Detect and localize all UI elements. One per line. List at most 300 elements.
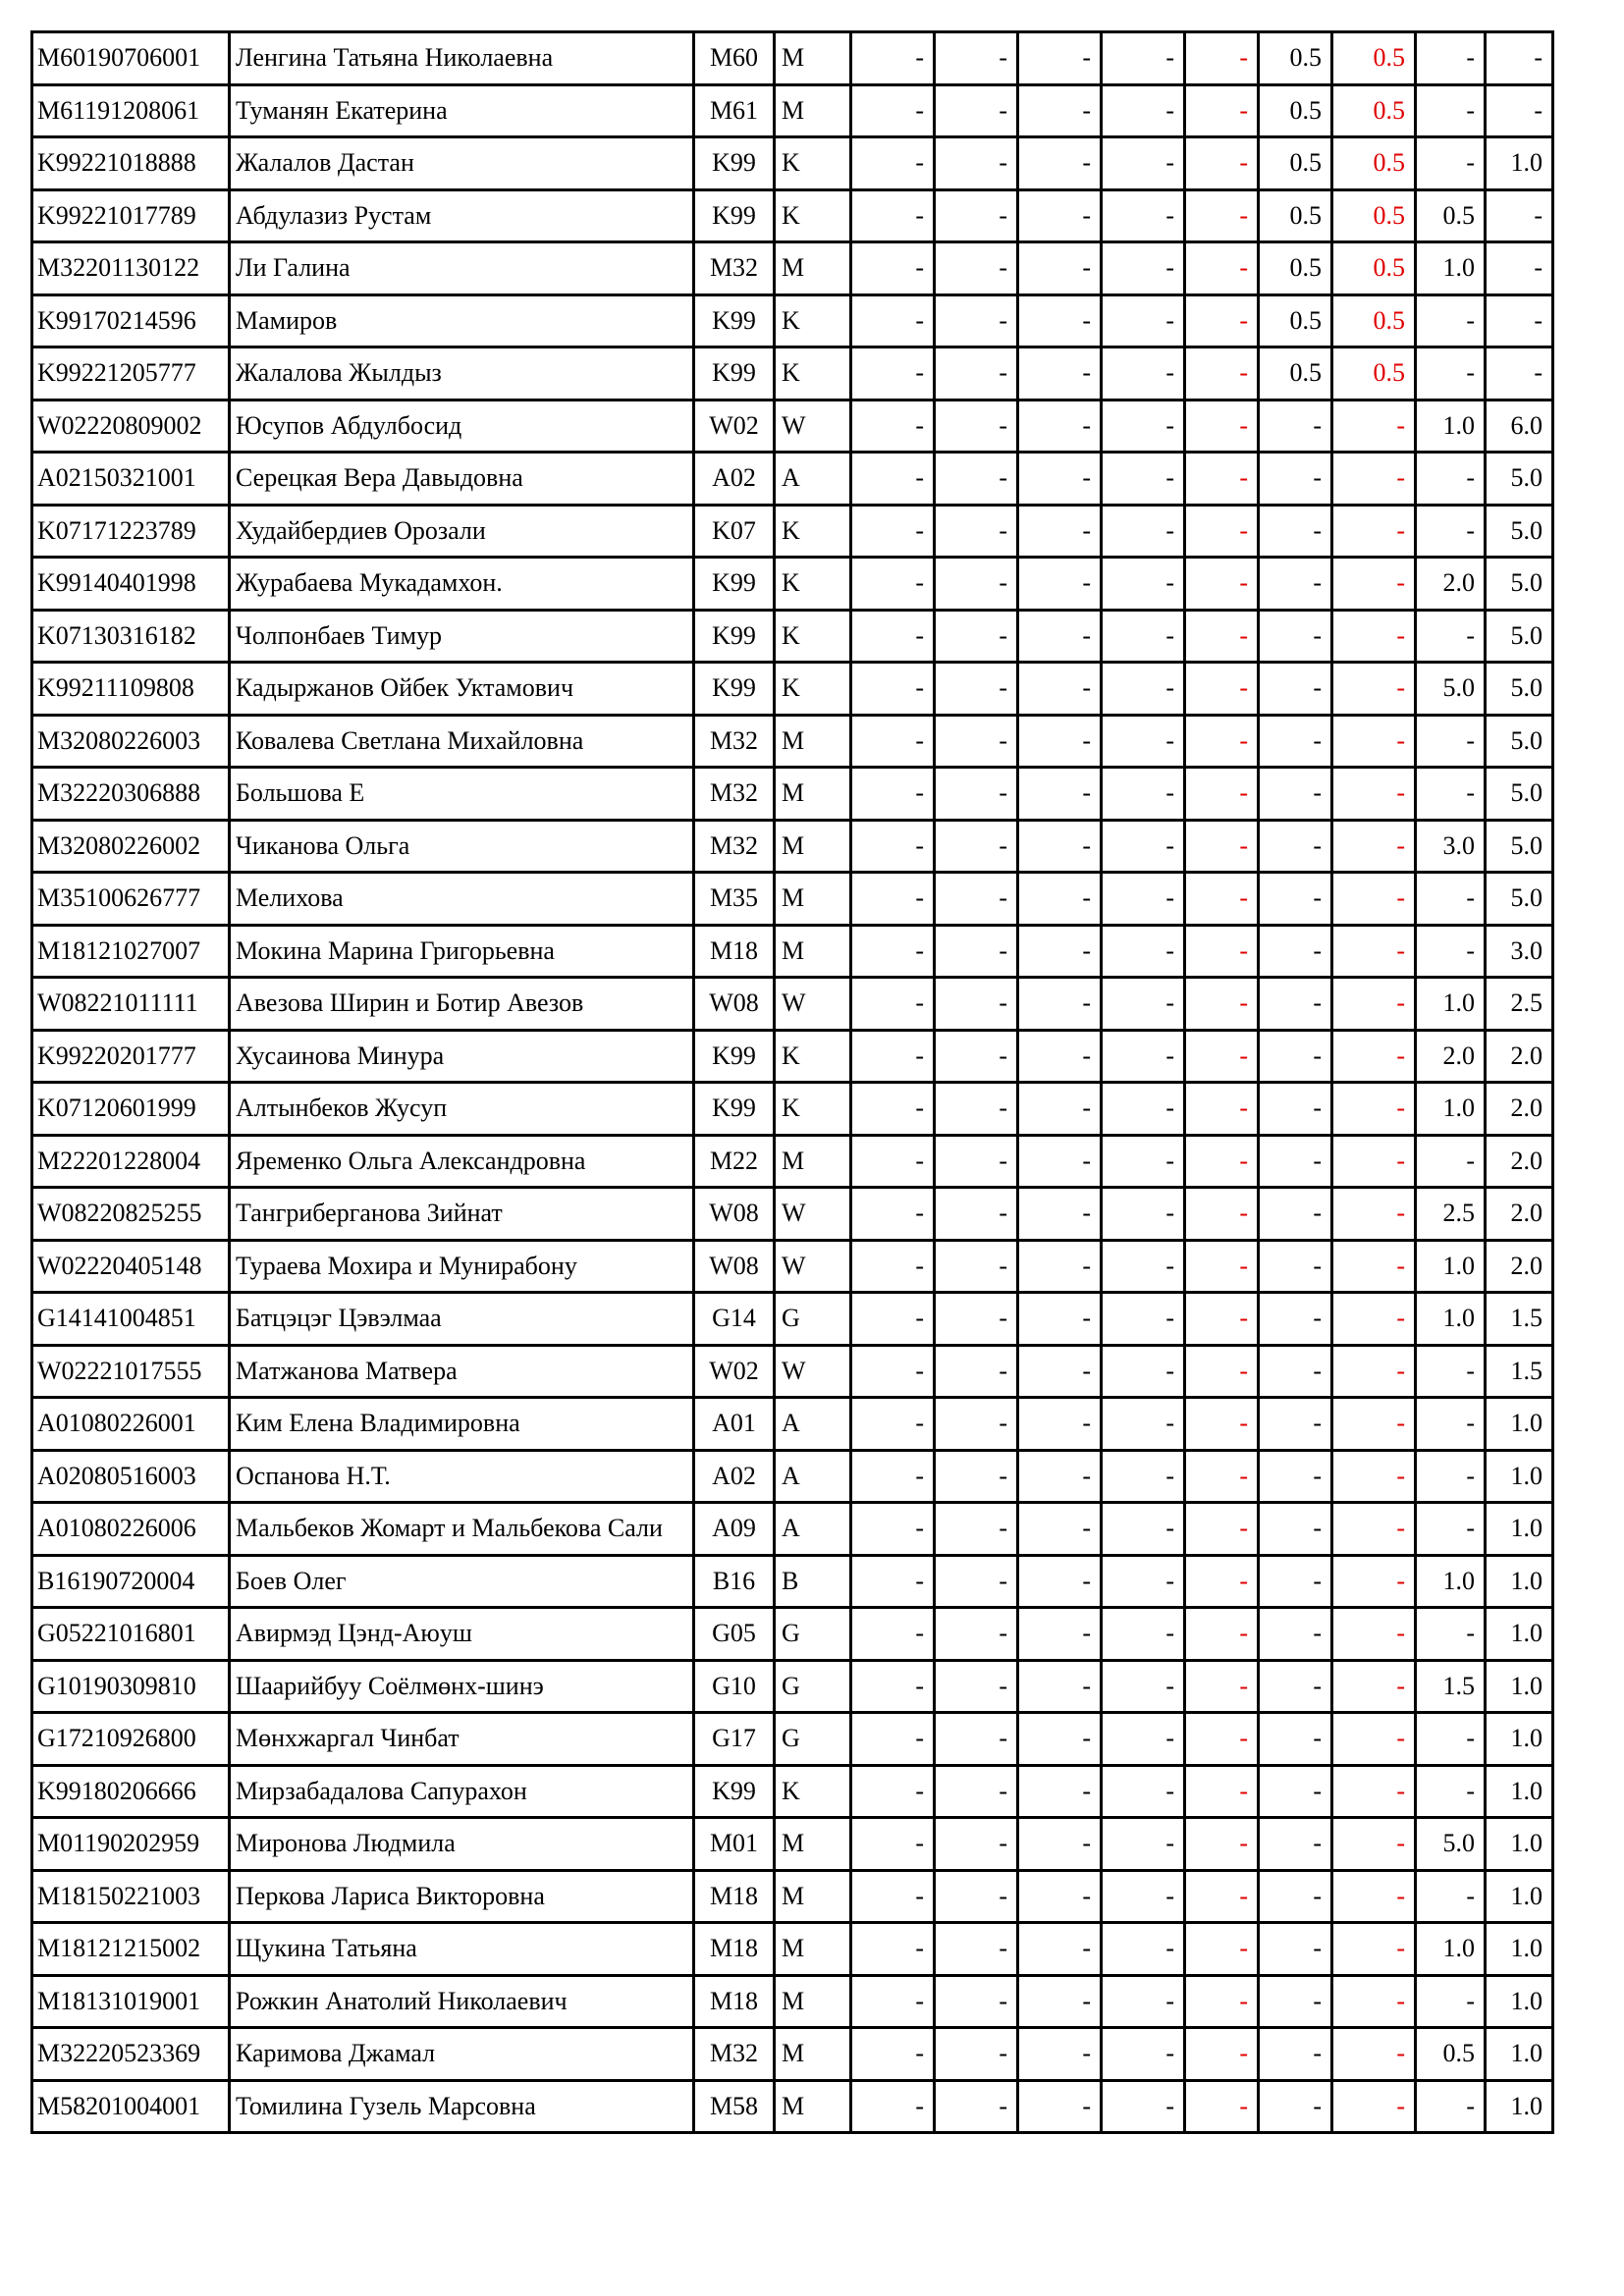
group-code-cell: M18 xyxy=(694,925,775,978)
score-cell: - xyxy=(1259,610,1332,663)
score-cell: 1.0 xyxy=(1486,1398,1553,1451)
score-cell: - xyxy=(851,768,935,821)
table-row xyxy=(32,347,1553,400)
score-cell: - xyxy=(1259,663,1332,716)
score-cell: - xyxy=(1332,715,1416,768)
score-cell: 5.0 xyxy=(1416,663,1486,716)
member-code-cell: M58201004001 xyxy=(32,2080,230,2133)
member-name-cell: Алтынбеков Жусуп xyxy=(230,1083,694,1136)
score-cell: - xyxy=(851,1083,935,1136)
score-cell: 1.0 xyxy=(1486,1713,1553,1766)
score-cell: - xyxy=(935,400,1018,453)
score-cell: - xyxy=(1102,1450,1185,1503)
score-cell: - xyxy=(1102,453,1185,506)
score-cell: - xyxy=(1259,558,1332,611)
score-cell: 0.5 xyxy=(1259,189,1332,242)
group-code-cell: M18 xyxy=(694,1975,775,2028)
score-cell: - xyxy=(935,189,1018,242)
score-cell: - xyxy=(1018,1555,1102,1608)
score-cell: - xyxy=(1185,400,1259,453)
score-cell: - xyxy=(1018,663,1102,716)
member-code-cell: A01080226001 xyxy=(32,1398,230,1451)
score-cell: - xyxy=(935,1188,1018,1241)
score-cell: - xyxy=(851,1345,935,1398)
score-cell: - xyxy=(1102,1923,1185,1976)
member-name-cell: Чиканова Ольга xyxy=(230,820,694,873)
score-cell: - xyxy=(851,1135,935,1188)
score-cell: - xyxy=(1185,1450,1259,1503)
score-cell: - xyxy=(851,978,935,1031)
region-letter-cell: A xyxy=(775,1450,851,1503)
member-code-cell: A02080516003 xyxy=(32,1450,230,1503)
score-cell: - xyxy=(1416,32,1486,85)
score-cell: - xyxy=(1332,1293,1416,1346)
score-cell: 5.0 xyxy=(1486,558,1553,611)
score-cell: 5.0 xyxy=(1416,1818,1486,1871)
score-cell: - xyxy=(851,715,935,768)
score-cell: - xyxy=(851,294,935,347)
score-cell: - xyxy=(1416,137,1486,190)
member-name-cell: Тангриберганова Зийнат xyxy=(230,1188,694,1241)
score-cell: - xyxy=(1185,137,1259,190)
score-cell: - xyxy=(1018,505,1102,558)
score-cell: - xyxy=(1332,2028,1416,2081)
score-cell: - xyxy=(935,1975,1018,2028)
score-cell: - xyxy=(1185,2028,1259,2081)
score-cell: - xyxy=(935,137,1018,190)
score-cell: - xyxy=(1102,1765,1185,1818)
score-cell: 0.5 xyxy=(1332,84,1416,137)
member-code-cell: K99211109808 xyxy=(32,663,230,716)
score-cell: - xyxy=(1102,1135,1185,1188)
score-cell: - xyxy=(1416,715,1486,768)
member-name-cell: Матжанова Матвера xyxy=(230,1345,694,1398)
score-cell: 1.5 xyxy=(1416,1660,1486,1713)
group-code-cell: A01 xyxy=(694,1398,775,1451)
member-code-cell: K99140401998 xyxy=(32,558,230,611)
region-letter-cell: M xyxy=(775,873,851,926)
region-letter-cell: B xyxy=(775,1555,851,1608)
member-name-cell: Боев Олег xyxy=(230,1555,694,1608)
member-code-cell: M18150221003 xyxy=(32,1870,230,1923)
member-code-cell: K99170214596 xyxy=(32,294,230,347)
score-cell: - xyxy=(851,1030,935,1083)
score-cell: - xyxy=(935,1818,1018,1871)
region-letter-cell: A xyxy=(775,1398,851,1451)
group-code-cell: K99 xyxy=(694,558,775,611)
group-code-cell: M32 xyxy=(694,715,775,768)
score-cell: - xyxy=(1332,1608,1416,1661)
table-row xyxy=(32,294,1553,347)
region-letter-cell: M xyxy=(775,925,851,978)
score-cell: 1.0 xyxy=(1486,1975,1553,2028)
table-row xyxy=(32,505,1553,558)
region-letter-cell: M xyxy=(775,768,851,821)
score-cell: - xyxy=(851,242,935,295)
score-cell: - xyxy=(1185,1398,1259,1451)
member-code-cell: K99221018888 xyxy=(32,137,230,190)
score-cell: - xyxy=(935,32,1018,85)
score-cell: 1.0 xyxy=(1416,1293,1486,1346)
score-cell: 1.0 xyxy=(1416,1083,1486,1136)
score-cell: - xyxy=(1102,1188,1185,1241)
ranking-table xyxy=(30,30,1554,2134)
score-cell: - xyxy=(1185,1188,1259,1241)
score-cell: - xyxy=(1018,1765,1102,1818)
group-code-cell: K99 xyxy=(694,1083,775,1136)
score-cell: 2.5 xyxy=(1486,978,1553,1031)
score-cell: - xyxy=(1018,1083,1102,1136)
score-cell: - xyxy=(1332,1188,1416,1241)
region-letter-cell: M xyxy=(775,1870,851,1923)
member-name-cell: Мокина Марина Григорьевна xyxy=(230,925,694,978)
score-cell: - xyxy=(935,1345,1018,1398)
score-cell: - xyxy=(935,1870,1018,1923)
score-cell: - xyxy=(851,2028,935,2081)
member-name-cell: Рожкин Анатолий Николаевич xyxy=(230,1975,694,2028)
member-name-cell: Ковалева Светлана Михайловна xyxy=(230,715,694,768)
group-code-cell: M32 xyxy=(694,242,775,295)
member-code-cell: M32080226002 xyxy=(32,820,230,873)
score-cell: 0.5 xyxy=(1416,189,1486,242)
score-cell: - xyxy=(1416,610,1486,663)
score-cell: 5.0 xyxy=(1486,663,1553,716)
score-cell: - xyxy=(1259,1240,1332,1293)
score-cell: - xyxy=(1259,1975,1332,2028)
group-code-cell: G14 xyxy=(694,1293,775,1346)
member-code-cell: M60190706001 xyxy=(32,32,230,85)
group-code-cell: M01 xyxy=(694,1818,775,1871)
member-name-cell: Мөнхжаргал Чинбат xyxy=(230,1713,694,1766)
member-code-cell: K99180206666 xyxy=(32,1765,230,1818)
table-row xyxy=(32,1608,1553,1661)
table-row xyxy=(32,820,1553,873)
member-code-cell: K07171223789 xyxy=(32,505,230,558)
score-cell: - xyxy=(851,1555,935,1608)
table-row xyxy=(32,453,1553,506)
member-code-cell: G05221016801 xyxy=(32,1608,230,1661)
score-cell: - xyxy=(935,1293,1018,1346)
member-code-cell: A01080226006 xyxy=(32,1503,230,1556)
score-cell: - xyxy=(1416,1135,1486,1188)
member-name-cell: Ленгина Татьяна Николаевна xyxy=(230,32,694,85)
score-cell: - xyxy=(935,84,1018,137)
score-cell: 1.0 xyxy=(1416,400,1486,453)
score-cell: - xyxy=(1185,978,1259,1031)
table-row xyxy=(32,1398,1553,1451)
region-letter-cell: W xyxy=(775,1188,851,1241)
score-cell: - xyxy=(1185,347,1259,400)
score-cell: - xyxy=(1259,1398,1332,1451)
member-name-cell: Кадыржанов Ойбек Уктамович xyxy=(230,663,694,716)
table-row xyxy=(32,1555,1553,1608)
score-cell: - xyxy=(1102,1345,1185,1398)
score-cell: - xyxy=(1018,1608,1102,1661)
score-cell: - xyxy=(1259,1608,1332,1661)
score-cell: - xyxy=(1185,768,1259,821)
score-cell: - xyxy=(851,873,935,926)
score-cell: - xyxy=(1102,558,1185,611)
table-row xyxy=(32,768,1553,821)
score-cell: - xyxy=(935,1030,1018,1083)
region-letter-cell: K xyxy=(775,610,851,663)
score-cell: 1.5 xyxy=(1486,1345,1553,1398)
group-code-cell: G05 xyxy=(694,1608,775,1661)
score-cell: - xyxy=(1185,2080,1259,2133)
score-cell: - xyxy=(1259,453,1332,506)
score-cell: - xyxy=(1102,1975,1185,2028)
member-name-cell: Ким Елена Владимировна xyxy=(230,1398,694,1451)
table-row xyxy=(32,1188,1553,1241)
score-cell: - xyxy=(935,1555,1018,1608)
score-cell: - xyxy=(1185,1135,1259,1188)
score-cell: - xyxy=(935,1660,1018,1713)
member-name-cell: Тураева Мохира и Мунирабону xyxy=(230,1240,694,1293)
member-name-cell: Юсупов Абдулбосид xyxy=(230,400,694,453)
score-cell: 1.0 xyxy=(1486,1450,1553,1503)
score-cell: - xyxy=(1259,1555,1332,1608)
score-cell: - xyxy=(1102,820,1185,873)
region-letter-cell: K xyxy=(775,347,851,400)
score-cell: - xyxy=(851,1765,935,1818)
score-cell: 1.0 xyxy=(1486,1870,1553,1923)
member-code-cell: M18121215002 xyxy=(32,1923,230,1976)
score-cell: - xyxy=(935,1503,1018,1556)
member-name-cell: Мирзабадалова Сапурахон xyxy=(230,1765,694,1818)
score-cell: 0.5 xyxy=(1332,347,1416,400)
score-cell: - xyxy=(1018,978,1102,1031)
score-cell: - xyxy=(1259,1713,1332,1766)
score-cell: 1.0 xyxy=(1486,1818,1553,1871)
score-cell: - xyxy=(1416,1870,1486,1923)
score-cell: - xyxy=(935,1450,1018,1503)
score-cell: - xyxy=(1018,1240,1102,1293)
table-row xyxy=(32,1765,1553,1818)
score-cell: - xyxy=(1018,1923,1102,1976)
member-name-cell: Большова Е xyxy=(230,768,694,821)
member-name-cell: Серецкая Вера Давыдовна xyxy=(230,453,694,506)
score-cell: - xyxy=(1332,1398,1416,1451)
group-code-cell: A02 xyxy=(694,453,775,506)
score-cell: - xyxy=(1018,32,1102,85)
score-cell: - xyxy=(935,453,1018,506)
score-cell: 2.0 xyxy=(1486,1188,1553,1241)
score-cell: - xyxy=(851,1713,935,1766)
region-letter-cell: K xyxy=(775,1765,851,1818)
score-cell: - xyxy=(1018,925,1102,978)
score-cell: 0.5 xyxy=(1259,294,1332,347)
score-cell: - xyxy=(1416,347,1486,400)
group-code-cell: G10 xyxy=(694,1660,775,1713)
score-cell: - xyxy=(1018,294,1102,347)
member-name-cell: Шаарийбуу Соёлмөнх-шинэ xyxy=(230,1660,694,1713)
score-cell: - xyxy=(1332,610,1416,663)
score-cell: - xyxy=(1332,663,1416,716)
score-cell: - xyxy=(935,347,1018,400)
region-letter-cell: G xyxy=(775,1660,851,1713)
score-cell: - xyxy=(935,663,1018,716)
score-cell: 5.0 xyxy=(1486,453,1553,506)
score-cell: - xyxy=(1259,1923,1332,1976)
score-cell: 1.0 xyxy=(1416,978,1486,1031)
score-cell: - xyxy=(1332,1135,1416,1188)
score-cell: - xyxy=(1102,1713,1185,1766)
score-cell: - xyxy=(1259,1293,1332,1346)
member-code-cell: M61191208061 xyxy=(32,84,230,137)
score-cell: - xyxy=(851,137,935,190)
member-code-cell: K99221017789 xyxy=(32,189,230,242)
score-cell: - xyxy=(1102,1608,1185,1661)
score-cell: - xyxy=(1332,1660,1416,1713)
score-cell: - xyxy=(1018,610,1102,663)
score-cell: 0.5 xyxy=(1332,32,1416,85)
region-letter-cell: K xyxy=(775,294,851,347)
score-cell: - xyxy=(1185,1240,1259,1293)
score-cell: - xyxy=(851,1608,935,1661)
group-code-cell: K99 xyxy=(694,294,775,347)
score-cell: - xyxy=(1416,1450,1486,1503)
score-cell: - xyxy=(935,242,1018,295)
score-cell: - xyxy=(1018,84,1102,137)
score-cell: - xyxy=(1259,2080,1332,2133)
group-code-cell: W02 xyxy=(694,400,775,453)
score-cell: 2.0 xyxy=(1486,1030,1553,1083)
score-cell: - xyxy=(1102,715,1185,768)
score-cell: - xyxy=(851,1975,935,2028)
group-code-cell: M35 xyxy=(694,873,775,926)
table-row xyxy=(32,610,1553,663)
table-row xyxy=(32,1083,1553,1136)
table-row xyxy=(32,2080,1553,2133)
table-row xyxy=(32,242,1553,295)
score-cell: 5.0 xyxy=(1486,768,1553,821)
score-cell: - xyxy=(1102,1398,1185,1451)
score-cell: - xyxy=(1416,2080,1486,2133)
group-code-cell: K99 xyxy=(694,189,775,242)
region-letter-cell: M xyxy=(775,2080,851,2133)
group-code-cell: K99 xyxy=(694,347,775,400)
score-cell: - xyxy=(1018,242,1102,295)
group-code-cell: B16 xyxy=(694,1555,775,1608)
score-cell: - xyxy=(1332,820,1416,873)
region-letter-cell: W xyxy=(775,400,851,453)
score-cell: - xyxy=(1185,1608,1259,1661)
score-cell: - xyxy=(1486,294,1553,347)
score-cell: - xyxy=(1018,1398,1102,1451)
score-cell: - xyxy=(851,1660,935,1713)
score-cell: - xyxy=(935,873,1018,926)
score-cell: - xyxy=(1102,1503,1185,1556)
score-cell: - xyxy=(1185,1923,1259,1976)
score-cell: - xyxy=(1416,1608,1486,1661)
score-cell: - xyxy=(1018,1450,1102,1503)
group-code-cell: M18 xyxy=(694,1923,775,1976)
score-cell: - xyxy=(935,2080,1018,2133)
group-code-cell: A02 xyxy=(694,1450,775,1503)
score-cell: - xyxy=(1102,1818,1185,1871)
score-cell: - xyxy=(1259,1135,1332,1188)
group-code-cell: M32 xyxy=(694,820,775,873)
score-cell: - xyxy=(1102,1870,1185,1923)
score-cell: 0.5 xyxy=(1332,189,1416,242)
member-name-cell: Хусаинова Минура xyxy=(230,1030,694,1083)
score-cell: - xyxy=(1332,400,1416,453)
score-cell: 0.5 xyxy=(1332,242,1416,295)
table-row xyxy=(32,189,1553,242)
table-row xyxy=(32,715,1553,768)
score-cell: - xyxy=(1018,1713,1102,1766)
score-cell: - xyxy=(1259,1765,1332,1818)
score-cell: - xyxy=(1259,768,1332,821)
member-code-cell: M35100626777 xyxy=(32,873,230,926)
region-letter-cell: K xyxy=(775,663,851,716)
score-cell: 3.0 xyxy=(1486,925,1553,978)
score-cell: - xyxy=(1102,1083,1185,1136)
score-cell: 0.5 xyxy=(1259,137,1332,190)
member-name-cell: Мальбеков Жомарт и Мальбекова Сали xyxy=(230,1503,694,1556)
score-cell: - xyxy=(851,453,935,506)
score-cell: - xyxy=(1018,1030,1102,1083)
group-code-cell: M18 xyxy=(694,1870,775,1923)
score-cell: - xyxy=(1102,189,1185,242)
member-name-cell: Миронова Людмила xyxy=(230,1818,694,1871)
score-cell: 1.0 xyxy=(1416,1240,1486,1293)
group-code-cell: K99 xyxy=(694,1030,775,1083)
table-row xyxy=(32,1870,1553,1923)
score-cell: - xyxy=(1185,1765,1259,1818)
score-cell: 2.0 xyxy=(1486,1135,1553,1188)
region-letter-cell: K xyxy=(775,558,851,611)
score-cell: - xyxy=(1259,505,1332,558)
score-cell: 2.0 xyxy=(1486,1240,1553,1293)
score-cell: - xyxy=(1332,1923,1416,1976)
score-cell: - xyxy=(935,2028,1018,2081)
region-letter-cell: W xyxy=(775,978,851,1031)
score-cell: - xyxy=(1259,925,1332,978)
score-cell: - xyxy=(1185,1083,1259,1136)
region-letter-cell: M xyxy=(775,84,851,137)
score-cell: - xyxy=(851,1450,935,1503)
score-cell: - xyxy=(1018,1870,1102,1923)
score-cell: - xyxy=(1259,1030,1332,1083)
score-cell: - xyxy=(1185,189,1259,242)
score-cell: 0.5 xyxy=(1259,242,1332,295)
score-cell: - xyxy=(1259,715,1332,768)
score-cell: 5.0 xyxy=(1486,715,1553,768)
score-cell: - xyxy=(1102,663,1185,716)
region-letter-cell: M xyxy=(775,1975,851,2028)
score-cell: - xyxy=(1018,1660,1102,1713)
member-name-cell: Мелихова xyxy=(230,873,694,926)
score-cell: - xyxy=(935,1083,1018,1136)
score-cell: - xyxy=(1486,32,1553,85)
score-cell: - xyxy=(1102,978,1185,1031)
table-row xyxy=(32,1818,1553,1871)
table-body xyxy=(32,32,1553,2133)
score-cell: - xyxy=(851,505,935,558)
table-row xyxy=(32,32,1553,85)
score-cell: - xyxy=(1332,505,1416,558)
score-cell: - xyxy=(1185,32,1259,85)
score-cell: 6.0 xyxy=(1486,400,1553,453)
group-code-cell: K99 xyxy=(694,137,775,190)
score-cell: - xyxy=(1332,1975,1416,2028)
score-cell: - xyxy=(1102,1293,1185,1346)
score-cell: - xyxy=(1416,1765,1486,1818)
group-code-cell: K99 xyxy=(694,663,775,716)
score-cell: 1.0 xyxy=(1486,1923,1553,1976)
score-cell: - xyxy=(851,2080,935,2133)
